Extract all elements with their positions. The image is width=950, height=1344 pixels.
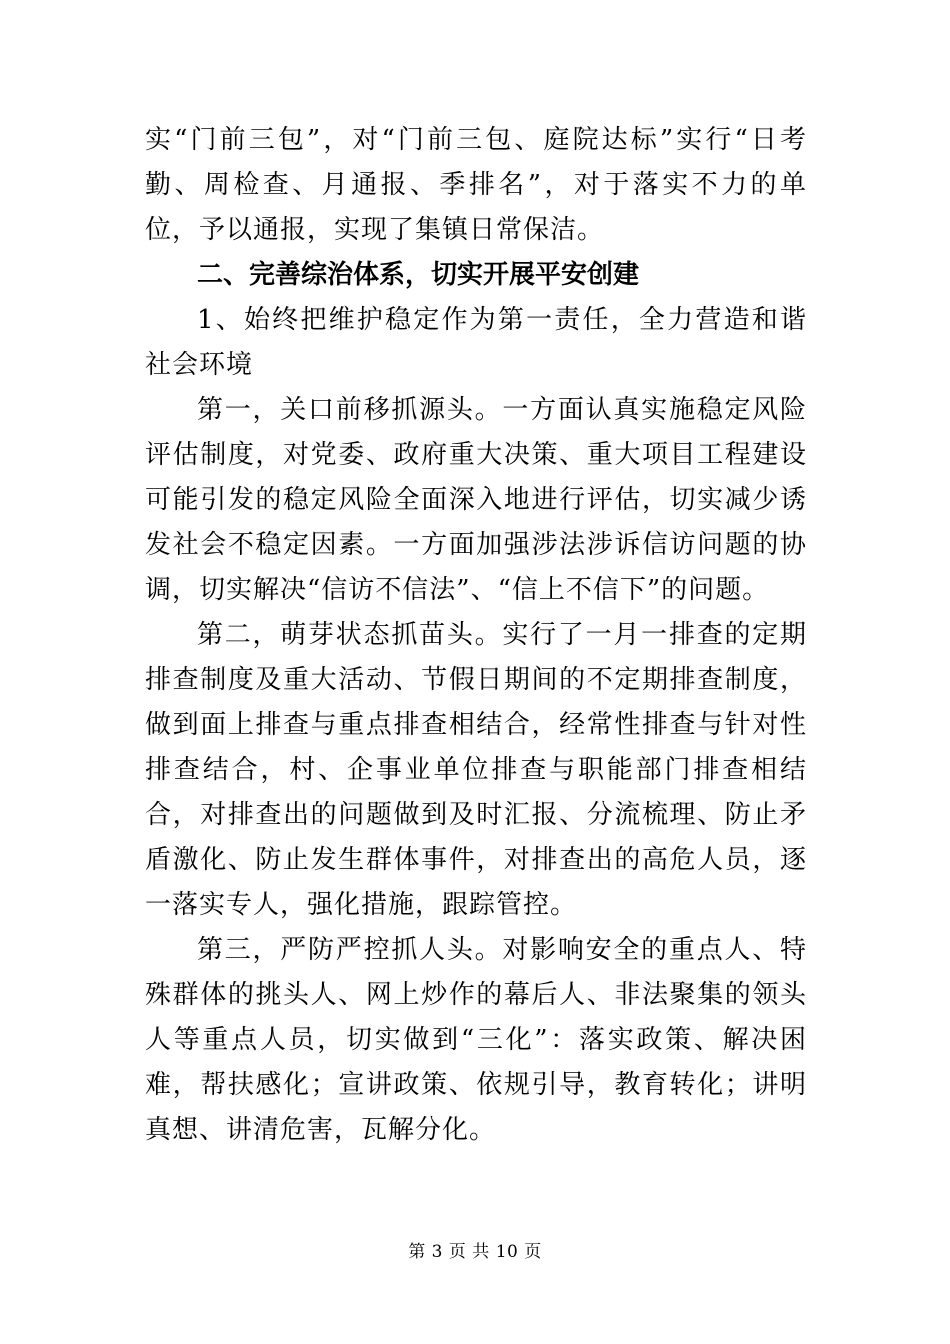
section-heading: 二、完善综治体系，切实开展平安创建: [197, 260, 640, 290]
paragraph-second: 第二，萌芽状态抓苗头。实行了一月一排查的定期排查制度及重大活动、节假日期间的不定期排查制度，做到面上排查与重点排查相结合，经常性排查与针对性排查结合，村、企事业单位排查与职能部门排查相结合，对排查出的问题做到及时汇报、分流梳理、防止矛盾激化、防止发生群体事件，对排查出的高危人员，逐一落实专人，强化措施，跟踪管控。: [145, 620, 807, 920]
subsection-heading: 1、始终把维护稳定作为第一责任，全力营造和谐社会环境: [145, 305, 807, 380]
document-body: [145, 118, 807, 1153]
page-footer: 第 3 页 共 10 页: [408, 1242, 542, 1262]
paragraph-first: 第一，关口前移抓源头。一方面认真实施稳定风险评估制度，对党委、政府重大决策、重大项目工程建设可能引发的稳定风险全面深入地进行评估，切实减少诱发社会不稳定因素。一方面加强涉法涉诉信访问题的协调，切实解决“信访不信法”、“信上不信下”的问题。: [145, 395, 807, 605]
paragraph-third: 第三，严防严控抓人头。对影响安全的重点人、特殊群体的挑头人、网上炒作的幕后人、非法聚集的领头人等重点人员，切实做到“三化”：落实政策、解决困难，帮扶感化；宣讲政策、依规引导，教育转化；讲明真想、讲清危害，瓦解分化。: [145, 935, 807, 1145]
paragraph-continuation: 实“门前三包”，对“门前三包、庭院达标”实行“日考勤、周检查、月通报、季排名”，对于落实不力的单位，予以通报，实现了集镇日常保洁。: [145, 125, 807, 245]
